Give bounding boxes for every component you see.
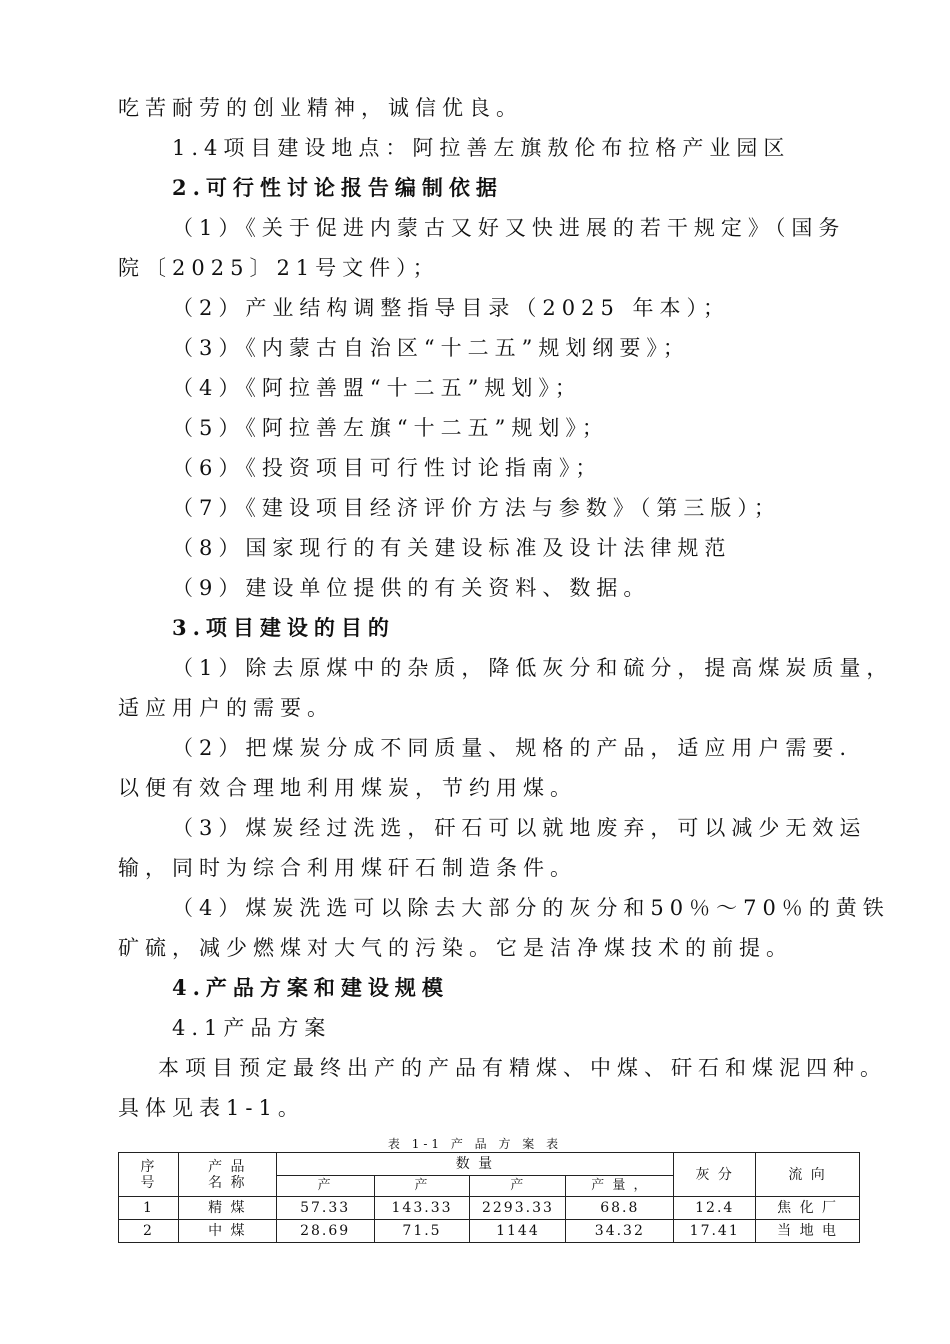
cell-name: 精 煤	[178, 1197, 276, 1220]
heading-2: 2.可行性讨论报告编制依据	[172, 175, 503, 200]
paragraph-line: （9）建设单位提供的有关资料、数据。	[172, 576, 651, 600]
paragraph-line: 以便有效合理地利用煤炭，节约用煤。	[118, 776, 577, 800]
paragraph-line: （5）《阿拉善左旗“十二五”规划》；	[172, 416, 609, 440]
cell-value: 1144	[470, 1220, 566, 1243]
paragraph-line: 吃苦耐劳的创业精神，诚信优良。	[118, 96, 523, 120]
cell-flow: 焦 化 厂	[756, 1197, 860, 1220]
table-row	[119, 1220, 860, 1243]
cell-value: 143.33	[374, 1197, 470, 1220]
paragraph-line: （7）《建设项目经济评价方法与参数》（第三版）；	[172, 496, 781, 520]
cell-seq: 1	[119, 1197, 179, 1220]
cell-flow: 当 地 电	[756, 1220, 860, 1243]
header-seq-bottom: 号	[140, 1174, 157, 1191]
paragraph-line: 矿硫，减少燃煤对大气的污染。它是洁净煤技术的前提。	[118, 936, 793, 960]
cell-value: 71.5	[374, 1220, 470, 1243]
paragraph-line: 院〔2025〕21号文件）；	[118, 256, 440, 280]
cell-value: 34.32	[566, 1220, 674, 1243]
table-row	[119, 1197, 860, 1220]
header-flow: 流 向	[756, 1153, 860, 1197]
paragraph-line: （3）《内蒙古自治区“十二五”规划纲要》；	[172, 336, 690, 360]
cell-value: 57.33	[276, 1197, 374, 1220]
paragraph-line: 本项目预定最终出产的产品有精煤、中煤、矸石和煤泥四种。	[158, 1056, 887, 1080]
header-quantity: 数 量	[276, 1153, 674, 1176]
sub-header: 产	[470, 1176, 566, 1197]
paragraph-line: （2）产业结构调整指导目录（2025 年本）；	[172, 296, 730, 320]
product-plan-table	[118, 1152, 860, 1243]
header-seq-top: 序	[140, 1158, 157, 1175]
cell-value: 28.69	[276, 1220, 374, 1243]
paragraph-line: （6）《投资项目可行性讨论指南》；	[172, 456, 603, 480]
header-name-top: 产 品	[208, 1158, 247, 1175]
cell-value: 2293.33	[470, 1197, 566, 1220]
heading-3: 3.项目建设的目的	[172, 615, 395, 640]
paragraph-line: （4）《阿拉善盟“十二五”规划》；	[172, 376, 582, 400]
cell-seq: 2	[119, 1220, 179, 1243]
paragraph-line: 输，同时为综合利用煤矸石制造条件。	[118, 856, 577, 880]
paragraph-line: （8）国家现行的有关建设标准及设计法律规范	[172, 536, 732, 560]
header-ash: 灰 分	[674, 1153, 756, 1197]
paragraph-line: （2）把煤炭分成不同质量、规格的产品，适应用户需要.	[172, 736, 853, 760]
paragraph-line: （1）《关于促进内蒙古又好又快进展的若干规定》（国务	[172, 216, 846, 240]
cell-value: 68.8	[566, 1197, 674, 1220]
sub-header: 产 量 ，	[566, 1176, 674, 1197]
header-name-bottom: 名 称	[208, 1174, 247, 1191]
header-seq	[119, 1153, 179, 1197]
cell-name: 中 煤	[178, 1220, 276, 1243]
paragraph-line: （1）除去原煤中的杂质，降低灰分和硫分，提高煤炭质量，	[172, 656, 894, 680]
paragraph-line: 具体见表1-1。	[118, 1096, 305, 1120]
heading-4: 4.产品方案和建设规模	[172, 975, 449, 1000]
paragraph-line: （3）煤炭经过洗选，矸石可以就地废弃，可以减少无效运	[172, 816, 867, 840]
section-1-4: 1.4项目建设地点：阿拉善左旗敖伦布拉格产业园区	[172, 136, 791, 160]
cell-ash: 17.41	[674, 1220, 756, 1243]
sub-header: 产	[276, 1176, 374, 1197]
section-4-1: 4.1产品方案	[172, 1016, 332, 1040]
sub-header: 产	[374, 1176, 470, 1197]
cell-ash: 12.4	[674, 1197, 756, 1220]
header-name	[178, 1153, 276, 1197]
paragraph-line: （4）煤炭洗选可以除去大部分的灰分和50％～70％的黄铁	[172, 896, 890, 920]
table-caption: 表 1-1 产 品 方 案 表	[387, 1137, 563, 1151]
paragraph-line: 适应用户的需要。	[118, 696, 334, 720]
